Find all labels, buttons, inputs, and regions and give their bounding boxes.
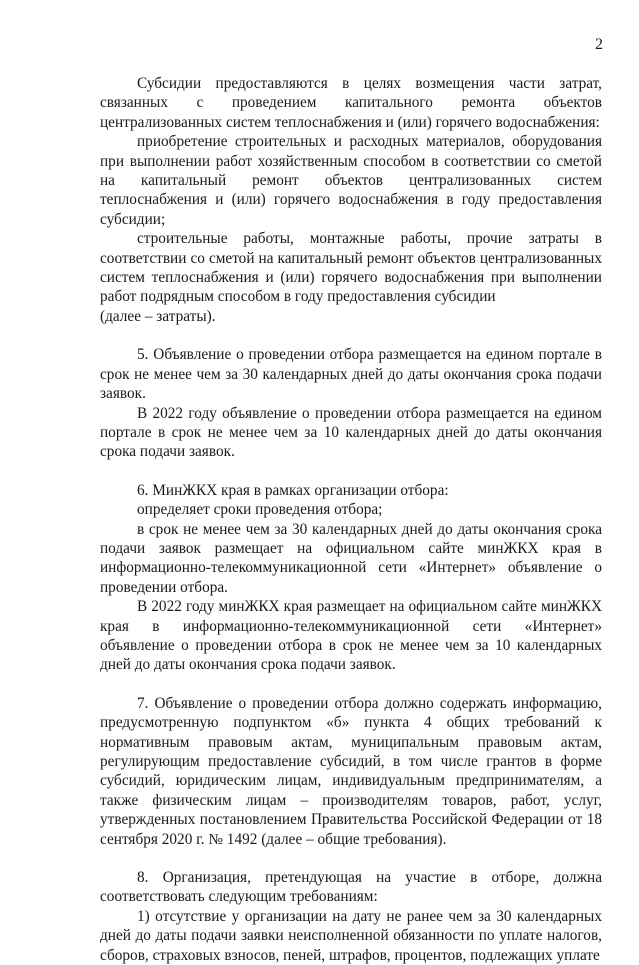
paragraph-subsidy-purpose: Субсидии предоставляются в целях возмещения части затрат, связанных с проведением капитального ремонта объектов централизованных систем теплоснабжения и (или) горячего водоснабжения: xyxy=(100,75,602,131)
paragraph-costs-definition: (далее – затраты). xyxy=(100,307,216,325)
paragraph-materials: приобретение строительных и расходных материалов, оборудования при выполнении работ хозяйственным способом в соответствии со сметой на капитальный ремонт объектов централизованных систем теплоснабжения и (или) горячего водоснабжения в году предоставления субсидии; xyxy=(100,133,602,228)
document-body xyxy=(100,74,602,965)
paragraph-construction: строительные работы, монтажные работы, прочие затраты в соответствии со сметой на капитальный ремонт объектов централизованных систем теплоснабжения и (или) горячего водоснабжения при выполнении работ подрядным способом в году предоставления субсидии xyxy=(100,230,602,306)
paragraph-item-7: 7. Объявление о проведении отбора должно содержать информацию, предусмотренную подпунктом «б» пункта 4 общих требований к нормативным правовым актам, муниципальным правовым актам, регулирующим предоставление субсидий, в том числе грантов в форме субсидий, юридическим лицам, индивидуальным предпринимателям, а также физическим лицам – производителям товаров, работ, услуг, утвержденных постановлением Правительства Российской Федерации от 18 сентября 2020 г. № 1492 (далее – общие требования). xyxy=(100,694,602,848)
paragraph-item-8: 8. Организация, претендующая на участие в отборе, должна соответствовать следующим требованиям: xyxy=(100,869,602,906)
paragraph-item-6-2022: В 2022 году минЖКХ края размещает на официальном сайте минЖКХ края в информационно-телекоммуникационной сети «Интернет» объявление о проведении отбора в срок не менее чем за 10 календарных дней до даты окончания срока подачи заявок. xyxy=(100,598,602,674)
paragraph-item-8-1: 1) отсутствие у организации на дату не ранее чем за 30 календарных дней до даты подачи заявки неисполненной обязанности по уплате налогов, сборов, страховых взносов, пеней, штрафов, процентов, подлежащих уплате xyxy=(100,907,602,964)
page-number: 2 xyxy=(595,36,603,53)
paragraph-item-6: 6. МинЖКХ края в рамках организации отбора: xyxy=(137,481,449,499)
paragraph-item-6-announcement: в срок не менее чем за 30 календарных дней до даты окончания срока подачи заявок размещает на официальном сайте минЖКХ края в информационно-телекоммуникационной сети «Интернет» объявление о проведении отбора. xyxy=(100,520,602,596)
paragraph-item-6-deadlines: определяет сроки проведения отбора; xyxy=(137,501,383,519)
paragraph-item-5: 5. Объявление о проведении отбора размещается на едином портале в срок не менее чем за 30 календарных дней до даты окончания срока подачи заявок. xyxy=(100,346,602,403)
paragraph-item-5-2022: В 2022 году объявление о проведении отбора размещается на едином портале в срок не менее чем за 10 календарных дней до даты окончания срока подачи заявок. xyxy=(100,404,602,461)
